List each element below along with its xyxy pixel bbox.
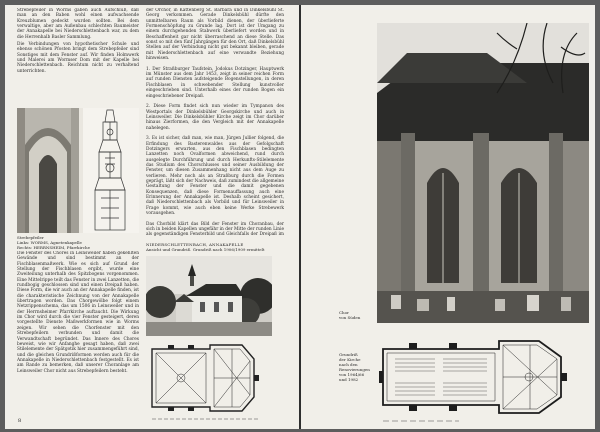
caption-line: Strebepfeiler: [17, 235, 44, 240]
church-choir-photo-image: [377, 23, 589, 323]
church-choir-photo: [377, 23, 589, 323]
chapel-photo: [146, 256, 272, 336]
church-floor-plan: [379, 327, 589, 425]
caption-line: Ansicht und Grundriß. Grundriß nach 1906/1909 ermittelt: [146, 247, 265, 252]
paragraph: Die Fenster des Chores in Leinsweiler haben gekehlten Gewände und sind bestimmt an der Fischblasenmaßwerk. Wie es sich auf Grund der Stellung der Fischblasen ergibt, wurde eine Zweiteilung unterhalb des Spitzbogens vorgenommen. Eine Mittelrippe teilt das Fenster in zwei Lanzetten, die rundbogig geschlossen sind und einen Dreipaß haben. Diese Form, die wir auch an der Annakapelle finden, ist die charakteristische Zeichnung von der Annakapelle übertragen worden. Das Chorgewölbe folgt einem Netzrippenschema, das um 1506 in Leinsweiler und in der Herrnsheimer Pfarrkirche auftaucht. Die Wirkung im Chor wird durch die vier Fenster gesteigert, deren vorgestellte Dienste Maßwerkformen wie in Worms zeigen. Wir sehen die Chorfenster mit den Strebepfeilern verbunden und damit die Verwandtschaft begründet. Das Innere des Chores beweist, wie wir Anfanghe gesagt haben, daß zwei Stilelemente der Spätgotik hier zusammengeführt sind, und die gleichen Grundrißformen werden auch für die Annakapelle in Niederschlettenbach festgestellt. Es ist am Rande zu bemerken, daß unserer Choranlage am Leinsweiler Chor nicht aus Strebepfeilern besteht.: [17, 251, 139, 374]
paragraph: der Orchor, in Kattenberg St. Barbara und in Dinkelsbühl St. Georg verkommen. Gerade Dinkelsbühl dürfte den unmittelbaren Raum als Vorbild dienen, der überlieferte Formenschöpfung zu Grunde lag. Dort ist der Umgang zu einem durchgehenden Stabwerk überliefert worden und in Beschaffenheit gar nicht überraschend an diese Stelle. Das sonst so mit den fünf Jahrgängen für den Ort, daß Dinkelsbühl Stellen auf der Verbindung nicht gut bekannt bleiben, gerade mit Niederschlettenbach auf eine verwandte Beziehung hinweisen. 1. Der Straßburger Taufstein, Jodokus Dotzinger, Hauptwerk im Münster aus dem Jahr 1453, zeigt in seiner reichen Form auf runden Diensten aufsteigende Bogenstellungen, in deren Fischblasen in schwebender Stellung kunstvoller eingeschrieben sind. Unterhalb eines der runden Bogen ein eingeschriebener Dreipaß. 2. Diese Form findet sich nun wieder im Tympanon des Westportals der Dinkelsbühler Georgskirche und auch in Leinsweiler. Die Dinkelsbühler Kirche zeigt im Chor darüber hinaus Zierformen, die den Vergleich mit der Annakapelle nahelegen. 3. Es ist sicher, daß man, wie man, Jürgen Jullier folgend, die Erfindung des Basterenwaldes aus der Gefolgschaft Dotzingers erwarten, aus den Fischblasen bedingten Lanzetten noch Ovalformen abweichend, rund durch ausgelegte Durchführung und durch Herkunfts-Stilelemente das Studium des Chorschlusses und seiner Ausbildung der Fenster, um diesen Zusammenhang nicht aus dem Auge zu verlieren. Mehr noch als an Straßburg durch die Formen geprägt, läßt sich der Nachweis, daß zumindest die allgemeine Gestaltung der Fenster und die damit gegebenen Konsequenzen, daß diese Formenauffassung auch eine Erinnerung der Annakapelle ist. Deshalb scheint gesichert, daß Niederschlettenbach als Vorbild und für Leinsweiler in Frage kommt, wie auch eben keine Werke Strebewerk vorausgehen. Das Chorbild klärt das Bild der Fenster im Choranbau, der sich in beiden Kapellen ungefähr in der Mitte der runden Linie als gegenständigen Fensterbild und Gleichfalls der Dreipaß im: [146, 8, 284, 238]
caption-line: nach den: [339, 362, 358, 367]
chapel-photo-image: [146, 256, 272, 336]
right-page: [301, 5, 595, 429]
left-page: [5, 5, 299, 429]
caption-line: Chor: [339, 310, 349, 315]
window-detail-figure: [17, 108, 139, 233]
church-floor-plan-drawing: [379, 327, 589, 425]
window-photos: [17, 108, 139, 233]
window-caption: [17, 235, 139, 250]
caption-line: NIEDERSCHLETTENBACH, ANNAKAPELLE: [146, 242, 244, 247]
caption-line: Renovierungen: [339, 367, 370, 372]
caption-line: Rechts: HERRNSHEIM, Pfarrkirche: [17, 245, 90, 250]
floor-plan-caption: [339, 352, 375, 382]
chapel-floor-plan-drawing: [146, 339, 294, 425]
chapel-floor-plan: [146, 339, 294, 425]
caption-line: und 1982: [339, 377, 359, 382]
caption-line: Grundriß: [339, 352, 358, 357]
left-column-right-text: [146, 8, 284, 238]
caption-line: von 1964/66: [339, 372, 365, 377]
caption-line: Links: WORMS, Agnetenkapelle: [17, 240, 82, 245]
choir-photo-caption: [339, 310, 373, 320]
page-number: 8: [18, 418, 22, 424]
paragraph: Die Verbindungen von hypothetischer Schule und ebenso schönen Pfosten bringt dem Strebepfeiler sind Sonstiges mit dem Fenster auf. Wir finden Holmwerk und Malerei am Wormser Dom mit der Kapelle bei Niederschlettenbach. Reichtum nicht zu verhaltend unterrichten.: [17, 42, 139, 74]
left-column-top-text: [17, 8, 139, 103]
caption-line: von Süden: [339, 315, 361, 320]
chapel-caption: [146, 242, 284, 252]
paragraph: Strebepfeiler in Worms gaben auch Aufschluß, daß man an den Baben wohl einen aufwachsende Kreuzblumen gedeckt wurden sollten. Bei dem verwaltige, aber am Außenbau schlechten Baumeister der Annakapelle bei Niederschlettenbach war, zu dem die Herrenhalb Basler Sammlung.: [17, 8, 139, 40]
left-column-bottom-text: [17, 251, 139, 423]
caption-line: der Kirche: [339, 357, 361, 362]
